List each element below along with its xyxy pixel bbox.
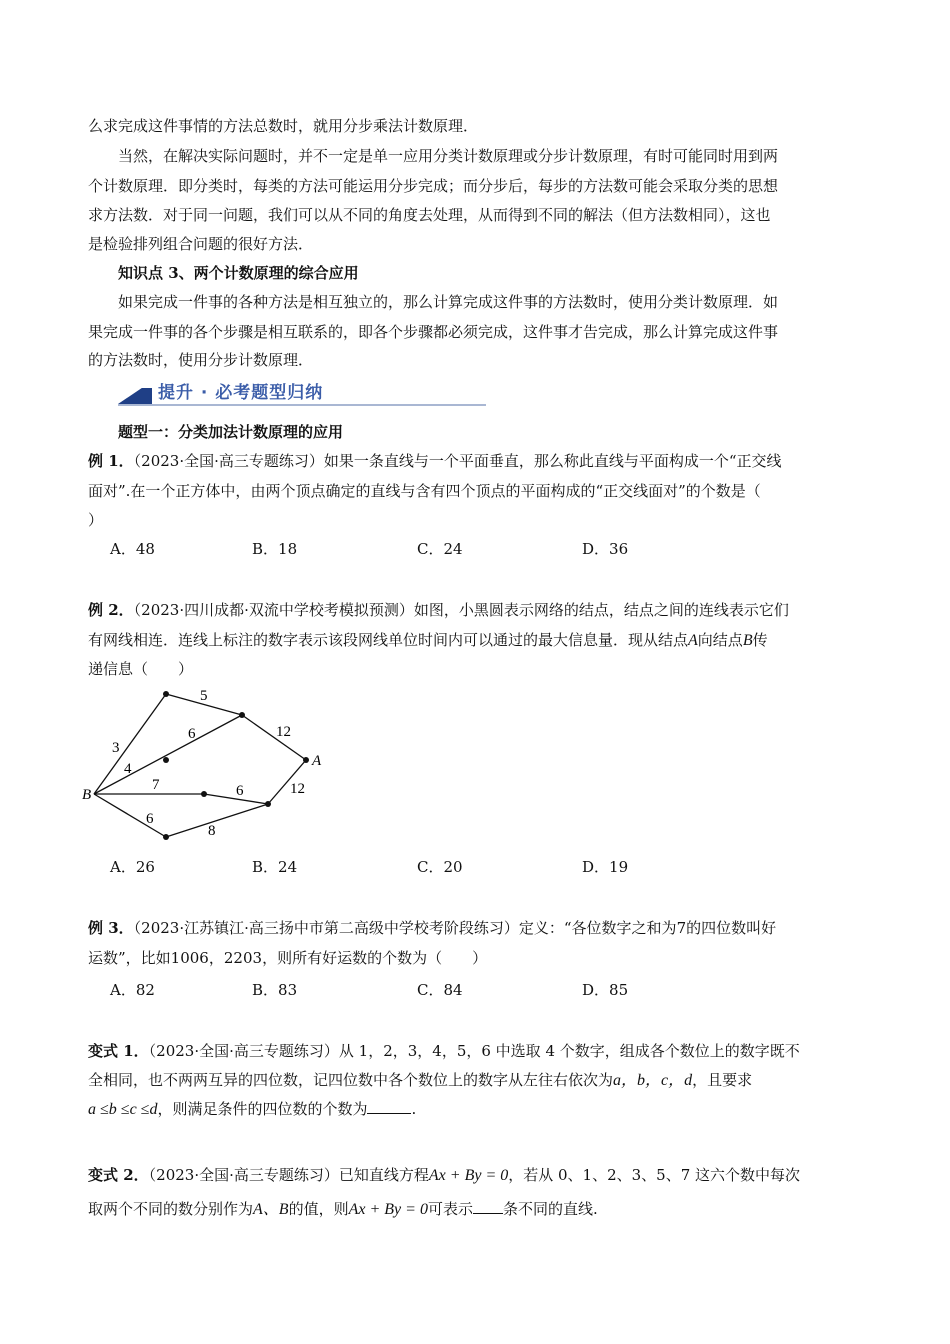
variant-label: 变式 1． xyxy=(88,1042,149,1060)
node-dot xyxy=(163,757,169,763)
example-2-line-3: 递信息（ ） xyxy=(88,660,194,678)
edge-label: 5 xyxy=(200,688,208,704)
section-title: 提升 · 必考题型归纳 xyxy=(158,383,324,403)
edge-b-bottom xyxy=(94,794,166,837)
node-dot xyxy=(201,791,207,797)
intro-line-1: 么求完成这件事情的方法总数时，就用分步乘法计数原理． xyxy=(88,117,479,135)
node-b-ref: B xyxy=(742,632,753,649)
example-text: 运数”，比如 xyxy=(88,949,171,967)
variant-text: ，则满足条件的四位数的个数为 xyxy=(157,1100,368,1118)
node-dot xyxy=(163,834,169,840)
variant-text: 可表示 xyxy=(427,1200,473,1218)
option-d[interactable]: D．19 xyxy=(582,858,629,876)
option-a[interactable]: A．48 xyxy=(110,540,155,558)
knowledge-paragraph-line: 的方法数时，使用分步计数原理． xyxy=(88,351,314,369)
variant-text: 条不同的直线. xyxy=(502,1200,598,1218)
variant-label: 变式 2． xyxy=(88,1166,149,1184)
option-b[interactable]: B．18 xyxy=(252,540,298,558)
variant-2-line-1 xyxy=(88,1165,800,1186)
edge-label: 6 xyxy=(188,726,196,742)
option-c[interactable]: C．24 xyxy=(417,540,463,558)
example-2-line-1 xyxy=(88,600,789,620)
answer-blank[interactable] xyxy=(473,1199,503,1214)
node-a-ref: A xyxy=(688,632,698,649)
edge-upper-a xyxy=(242,715,306,760)
edge-label: 12 xyxy=(276,724,291,740)
example-1-line-1 xyxy=(88,451,782,471)
intro-paragraph-line: 当然，在解决实际问题时，并不一定是单一应用分类计数原理或分步计数原理，有时可能同时用到两 xyxy=(118,147,779,165)
option-b[interactable]: B．83 xyxy=(252,981,298,999)
example-text: 有网线相连．连线上标注的数字表示该段网线单位时间内可以通过的最大信息量．现从结点 xyxy=(88,631,689,649)
knowledge-paragraph-line: 如果完成一件事的各种方法是相互独立的，那么计算完成这件事的方法数时，使用分类计数原理．如 xyxy=(118,293,779,311)
example-1-line-3: ） xyxy=(88,511,104,529)
edge-label: 8 xyxy=(208,823,216,839)
knowledge-paragraph-line: 果完成一件事的各个步骤是相互联系的，即各个步骤都必须完成，这件事才告完成，那么计算完成这件事 xyxy=(88,323,779,341)
variant-text: 的值，则 xyxy=(288,1200,349,1218)
node-dot xyxy=(265,801,271,807)
example-text: 向结点 xyxy=(697,631,743,649)
example-number: 1006 xyxy=(170,949,209,967)
line-equation: Ax + By = 0 xyxy=(428,1167,509,1184)
type-heading: 题型一：分类加法计数原理的应用 xyxy=(118,423,344,441)
edge-bottom-lower xyxy=(166,804,268,837)
node-dot xyxy=(163,691,169,697)
edge-label: 6 xyxy=(146,811,154,827)
variable-list: A、B xyxy=(253,1201,289,1218)
example-number: 2203 xyxy=(223,949,263,967)
variant-text: （2023·全国·高三专题练习）已知直线方程 xyxy=(148,1166,429,1184)
node-a-label: A xyxy=(312,753,322,769)
option-a[interactable]: A．82 xyxy=(110,981,155,999)
option-c[interactable]: C．20 xyxy=(417,858,463,876)
edge-label: 3 xyxy=(112,740,120,756)
node-b-label: B xyxy=(82,787,92,803)
example-number: 7 xyxy=(676,919,687,937)
inequality: a ≤b ≤c ≤d xyxy=(88,1101,158,1118)
variant-text: 取两个不同的数分别作为 xyxy=(88,1200,254,1218)
edge-label: 7 xyxy=(152,777,160,793)
variant-text: 全相同，也不两两互异的四位数，记四位数中各个数位上的数字从左往右依次为 xyxy=(88,1071,614,1089)
edge-label: 12 xyxy=(290,781,305,797)
variant-text: （2023·全国·高三专题练习）从 1，2，3，4，5，6 中选取 4 个数字，组成各个数位上的数字既不 xyxy=(148,1042,800,1060)
example-text: 传 xyxy=(752,631,768,649)
variable-list: a，b，c，d xyxy=(613,1072,693,1089)
example-text: （2023·四川成都·双流中学校考模拟预测）如图，小黑圆表示网络的结点，结点之间的连线表示它们 xyxy=(133,601,789,619)
node-dot xyxy=(239,712,245,718)
example-3-line-2 xyxy=(88,948,487,968)
example-text: （2023·江苏镇江·高三扬中市第二高级中学校考阶段练习）定义：“各位数字之和为 xyxy=(133,919,677,937)
node-dot xyxy=(303,757,309,763)
period: . xyxy=(411,1100,417,1118)
example-3-line-1 xyxy=(88,918,776,938)
example-2-line-2 xyxy=(88,630,768,651)
network-figure xyxy=(80,686,340,846)
line-equation: Ax + By = 0 xyxy=(348,1201,428,1218)
variant-2-line-2 xyxy=(88,1199,598,1220)
option-d[interactable]: D．85 xyxy=(582,981,629,999)
example-text: ，则所有好运数的个数为（ ） xyxy=(262,949,488,967)
variant-1-line-2 xyxy=(88,1070,752,1091)
answer-blank[interactable] xyxy=(367,1099,411,1114)
option-d[interactable]: D．36 xyxy=(582,540,629,558)
variant-1-line-3 xyxy=(88,1099,416,1120)
banner-flag-icon xyxy=(118,388,152,404)
example-text: 的四位数叫好 xyxy=(686,919,777,937)
example-label: 例 3． xyxy=(88,919,134,937)
intro-paragraph-line: 求方法数．对于同一问题，我们可以从不同的角度去处理，从而得到不同的解法（但方法数相同），这也 xyxy=(88,206,771,224)
example-text: （2023·全国·高三专题练习）如果一条直线与一个平面垂直，那么称此直线与平面构成一个“正交线 xyxy=(133,452,782,470)
example-label: 例 2． xyxy=(88,601,134,619)
section-banner xyxy=(118,376,486,406)
variant-text: ，若从 0、1、2、3、5、7 这六个数中每次 xyxy=(508,1166,801,1184)
separator: ， xyxy=(208,949,224,967)
banner-underline xyxy=(118,404,486,406)
edge-label: 6 xyxy=(236,783,244,799)
intro-paragraph-line: 是检验排列组合问题的很好方法． xyxy=(88,235,314,253)
example-label: 例 1． xyxy=(88,452,134,470)
option-c[interactable]: C．84 xyxy=(417,981,463,999)
knowledge-point-heading: 知识点 3、两个计数原理的综合应用 xyxy=(118,264,359,282)
edge-label: 4 xyxy=(124,761,132,777)
example-1-line-2: 面对”.在一个正方体中，由两个顶点确定的直线与含有四个顶点的平面构成的“正交线面对”的个数是（ xyxy=(88,482,761,500)
variant-1-line-1 xyxy=(88,1041,800,1061)
option-b[interactable]: B．24 xyxy=(252,858,298,876)
intro-paragraph-line: 个计数原理．即分类时，每类的方法可能运用分步完成；而分步后，每步的方法数可能会采取分类的思想 xyxy=(88,177,779,195)
variant-text: ，且要求 xyxy=(692,1071,753,1089)
option-a[interactable]: A．26 xyxy=(110,858,155,876)
